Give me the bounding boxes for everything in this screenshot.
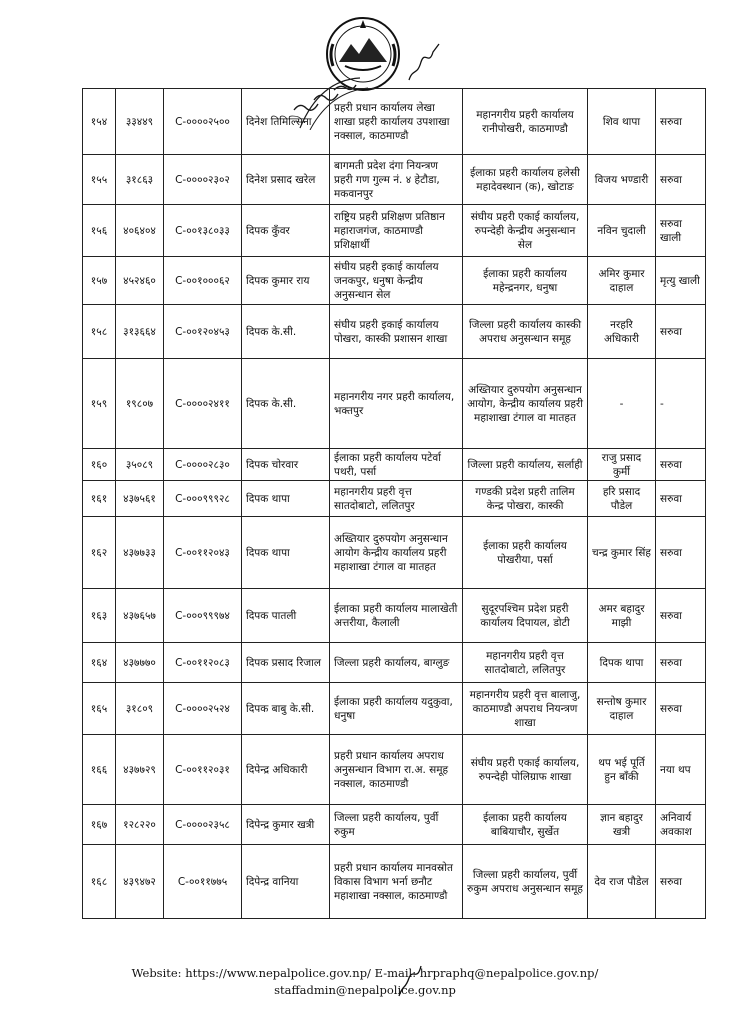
- row-employee-code: C-००००२३५८: [164, 805, 242, 845]
- row-status: -: [656, 359, 706, 449]
- row-employee-code: C-००००२४११: [164, 359, 242, 449]
- row-replacement-name: राजु प्रसाद कुर्मी: [588, 449, 656, 481]
- row-police-id: ४३७५६१: [116, 481, 164, 517]
- row-current-office: संघीय प्रहरी इकाई कार्यालय पोखरा, कास्की प्रशासन शाखा: [330, 305, 463, 359]
- row-serial-number: १५४: [83, 89, 116, 155]
- row-police-id: ४३७६५७: [116, 589, 164, 643]
- row-employee-name: दिपेन्द्र अधिकारी: [242, 735, 330, 805]
- row-current-office: बागमती प्रदेश दंगा नियन्त्रण प्रहरी गण गुल्म नं. ४ हेटौडा, मकवानपुर: [330, 155, 463, 205]
- row-serial-number: १६६: [83, 735, 116, 805]
- row-new-office: जिल्ला प्रहरी कार्यालय कास्की अपराध अनुसन्धान समूह: [463, 305, 588, 359]
- row-new-office: महानगरीय प्रहरी वृत्त बालाजु, काठमाण्डौ अपराध नियन्त्रण शाखा: [463, 683, 588, 735]
- row-employee-name: दिनेश प्रसाद खरेल: [242, 155, 330, 205]
- row-replacement-name: चन्द्र कुमार सिंह: [588, 517, 656, 589]
- row-serial-number: १५८: [83, 305, 116, 359]
- row-employee-name: दिपक पातली: [242, 589, 330, 643]
- row-current-office: प्रहरी प्रधान कार्यालय लेखा शाखा प्रहरी कार्यालय उपशाखा नक्साल, काठमाण्डौ: [330, 89, 463, 155]
- row-status: सरुवा: [656, 845, 706, 919]
- row-new-office: संघीय प्रहरी एकाई कार्यालय, रुपन्देही केन्द्रीय अनुसन्धान सेल: [463, 205, 588, 257]
- row-serial-number: १६१: [83, 481, 116, 517]
- row-police-id: ३५०८९: [116, 449, 164, 481]
- row-replacement-name: देव राज पौडेल: [588, 845, 656, 919]
- row-current-office: राष्ट्रिय प्रहरी प्रशिक्षण प्रतिष्ठान महाराजगंज, काठमाण्डौ प्रशिक्षार्थी: [330, 205, 463, 257]
- table-row: [83, 845, 706, 919]
- table-row: [83, 155, 706, 205]
- row-serial-number: १६४: [83, 643, 116, 683]
- row-replacement-name: शिव थापा: [588, 89, 656, 155]
- row-employee-code: C-००१०००६२: [164, 257, 242, 305]
- table-row: [83, 257, 706, 305]
- row-current-office: ईलाका प्रहरी कार्यालय यदुकुवा, धनुषा: [330, 683, 463, 735]
- table-row: [83, 735, 706, 805]
- row-employee-code: C-०००९९९२८: [164, 481, 242, 517]
- row-status: सरुवा: [656, 481, 706, 517]
- row-status: सरुवा खाली: [656, 205, 706, 257]
- row-replacement-name: नविन चुदाली: [588, 205, 656, 257]
- row-status: सरुवा: [656, 155, 706, 205]
- row-employee-code: C-००१३८०३३: [164, 205, 242, 257]
- row-police-id: १९८०७: [116, 359, 164, 449]
- row-serial-number: १६३: [83, 589, 116, 643]
- row-new-office: महानगरीय प्रहरी वृत्त सातदोबाटो, ललितपुर: [463, 643, 588, 683]
- row-new-office: सुदूरपश्चिम प्रदेश प्रहरी कार्यालय दिपायल, डोटी: [463, 589, 588, 643]
- row-employee-name: दिपक कुँवर: [242, 205, 330, 257]
- row-serial-number: १६५: [83, 683, 116, 735]
- row-employee-name: दिपक बाबु के.सी.: [242, 683, 330, 735]
- row-status: सरुवा: [656, 517, 706, 589]
- table-row: [83, 589, 706, 643]
- row-current-office: ईलाका प्रहरी कार्यालय मालाखेती अत्तरीया, कैलाली: [330, 589, 463, 643]
- row-status: सरुवा: [656, 89, 706, 155]
- row-new-office: अख्तियार दुरुपयोग अनुसन्धान आयोग, केन्द्रीय कार्यालय प्रहरी महाशाखा टंगाल वा मातहत: [463, 359, 588, 449]
- row-employee-code: C-००१२०४५३: [164, 305, 242, 359]
- row-status: अनिवार्य अवकाश: [656, 805, 706, 845]
- row-replacement-name: अमिर कुमार दाहाल: [588, 257, 656, 305]
- row-serial-number: १५७: [83, 257, 116, 305]
- row-employee-code: C-००११२०४३: [164, 517, 242, 589]
- row-status: नया थप: [656, 735, 706, 805]
- footer-contact-line-2: staffadmin@nepalpolice.gov.np: [274, 983, 456, 997]
- row-employee-name: दिपक थापा: [242, 481, 330, 517]
- table-row: [83, 359, 706, 449]
- row-employee-code: C-००११२०३१: [164, 735, 242, 805]
- row-status: सरुवा: [656, 643, 706, 683]
- row-new-office: संघीय प्रहरी एकाई कार्यालय, रुपन्देही पोलिग्राफ शाखा: [463, 735, 588, 805]
- row-police-id: ४५२४६०: [116, 257, 164, 305]
- row-serial-number: १६०: [83, 449, 116, 481]
- row-current-office: महानगरीय नगर प्रहरी कार्यालय, भक्तपुर: [330, 359, 463, 449]
- footer-contact-line-1: Website: https://www.nepalpolice.gov.np/ E-mail: hrpraphq@nepalpolice.gov.np/: [131, 966, 599, 980]
- row-employee-code: C-०००९९९७४: [164, 589, 242, 643]
- row-serial-number: १६२: [83, 517, 116, 589]
- row-replacement-name: अमर बहादुर माझी: [588, 589, 656, 643]
- row-police-id: ३१८०९: [116, 683, 164, 735]
- table-row: [83, 805, 706, 845]
- row-new-office: ईलाका प्रहरी कार्यालय हलेसी महादेवस्थान (क), खोटाङ: [463, 155, 588, 205]
- row-serial-number: १६७: [83, 805, 116, 845]
- row-replacement-name: थप भई पूर्ति हुन बाँकी: [588, 735, 656, 805]
- row-serial-number: १६८: [83, 845, 116, 919]
- row-employee-name: दिपक कुमार राय: [242, 257, 330, 305]
- row-police-id: ३३४४९: [116, 89, 164, 155]
- signature-icon: [405, 40, 441, 85]
- row-employee-code: C-००११२०८३: [164, 643, 242, 683]
- row-police-id: ४३७७२९: [116, 735, 164, 805]
- row-employee-code: C-००११७७५: [164, 845, 242, 919]
- row-employee-name: दिपक प्रसाद रिजाल: [242, 643, 330, 683]
- row-status: सरुवा: [656, 449, 706, 481]
- row-new-office: ईलाका प्रहरी कार्यालय पोखरीया, पर्सा: [463, 517, 588, 589]
- row-new-office: जिल्ला प्रहरी कार्यालय, सर्लाही: [463, 449, 588, 481]
- row-current-office: महानगरीय प्रहरी वृत्त सातदोबाटो, ललितपुर: [330, 481, 463, 517]
- row-police-id: ४०६४०४: [116, 205, 164, 257]
- row-employee-name: दिपेन्द्र वानिया: [242, 845, 330, 919]
- row-current-office: जिल्ला प्रहरी कार्यालय, पुर्वी रुकुम: [330, 805, 463, 845]
- row-current-office: प्रहरी प्रधान कार्यालय अपराध अनुसन्धान विभाग रा.अ. समूह नक्साल, काठमाण्डौ: [330, 735, 463, 805]
- row-status: सरुवा: [656, 589, 706, 643]
- row-employee-name: दिपक के.सी.: [242, 305, 330, 359]
- table-row: [83, 481, 706, 517]
- row-employee-name: दिपक थापा: [242, 517, 330, 589]
- row-police-id: ३१३६६४: [116, 305, 164, 359]
- row-replacement-name: ज्ञान बहादुर खत्री: [588, 805, 656, 845]
- table-row: [83, 205, 706, 257]
- row-new-office: गण्डकी प्रदेश प्रहरी तालिम केन्द्र पोखरा, कास्की: [463, 481, 588, 517]
- row-current-office: ईलाका प्रहरी कार्यालय पटेर्वा पथरी, पर्सा: [330, 449, 463, 481]
- row-employee-code: C-००००२५२४: [164, 683, 242, 735]
- row-current-office: अख्तियार दुरुपयोग अनुसन्धान आयोग केन्द्रीय कार्यालय प्रहरी महाशाखा टंगाल वा मातहत: [330, 517, 463, 589]
- row-replacement-name: -: [588, 359, 656, 449]
- row-police-id: ३१८६३: [116, 155, 164, 205]
- row-current-office: जिल्ला प्रहरी कार्यालय, बाग्लुङ: [330, 643, 463, 683]
- row-serial-number: १५६: [83, 205, 116, 257]
- row-status: सरुवा: [656, 305, 706, 359]
- row-employee-name: दिपक के.सी.: [242, 359, 330, 449]
- table-row: [83, 449, 706, 481]
- row-employee-code: C-००००२३०२: [164, 155, 242, 205]
- row-replacement-name: हरि प्रसाद पौडेल: [588, 481, 656, 517]
- row-new-office: ईलाका प्रहरी कार्यालय महेन्द्रनगर, धनुषा: [463, 257, 588, 305]
- row-replacement-name: नरहरि अधिकारी: [588, 305, 656, 359]
- row-serial-number: १५५: [83, 155, 116, 205]
- row-new-office: ईलाका प्रहरी कार्यालय बाबियाचौर, सुर्खेत: [463, 805, 588, 845]
- table-row: [83, 305, 706, 359]
- row-replacement-name: दिपक थापा: [588, 643, 656, 683]
- row-police-id: ४३९४७२: [116, 845, 164, 919]
- row-employee-name: दिपेन्द्र कुमार खत्री: [242, 805, 330, 845]
- row-status: मृत्यु खाली: [656, 257, 706, 305]
- row-new-office: जिल्ला प्रहरी कार्यालय, पुर्वी रुकुम अपराध अनुसन्धान समूह: [463, 845, 588, 919]
- row-current-office: प्रहरी प्रधान कार्यालय मानवस्रोत विकास विभाग भर्ना छनौट महाशाखा नक्साल, काठमाण्डौ: [330, 845, 463, 919]
- row-police-id: १२८२२०: [116, 805, 164, 845]
- row-replacement-name: सन्तोष कुमार दाहाल: [588, 683, 656, 735]
- row-employee-name: दिपक चोरवार: [242, 449, 330, 481]
- row-police-id: ४३७७३३: [116, 517, 164, 589]
- row-police-id: ४३७७७०: [116, 643, 164, 683]
- row-status: सरुवा: [656, 683, 706, 735]
- row-current-office: संघीय प्रहरी इकाई कार्यालय जनकपुर, धनुषा केन्द्रीय अनुसन्धान सेल: [330, 257, 463, 305]
- table-row: [83, 517, 706, 589]
- table-row: [83, 89, 706, 155]
- row-employee-code: C-००००२५००: [164, 89, 242, 155]
- transfer-roster-table: [82, 88, 706, 919]
- row-new-office: महानगरीय प्रहरी कार्यालय रानीपोखरी, काठमाण्डौ: [463, 89, 588, 155]
- table-row: [83, 643, 706, 683]
- row-serial-number: १५९: [83, 359, 116, 449]
- row-employee-code: C-००००२८३०: [164, 449, 242, 481]
- row-employee-name: दिनेश तिमिल्सिना: [242, 89, 330, 155]
- table-row: [83, 683, 706, 735]
- row-replacement-name: विजय भण्डारी: [588, 155, 656, 205]
